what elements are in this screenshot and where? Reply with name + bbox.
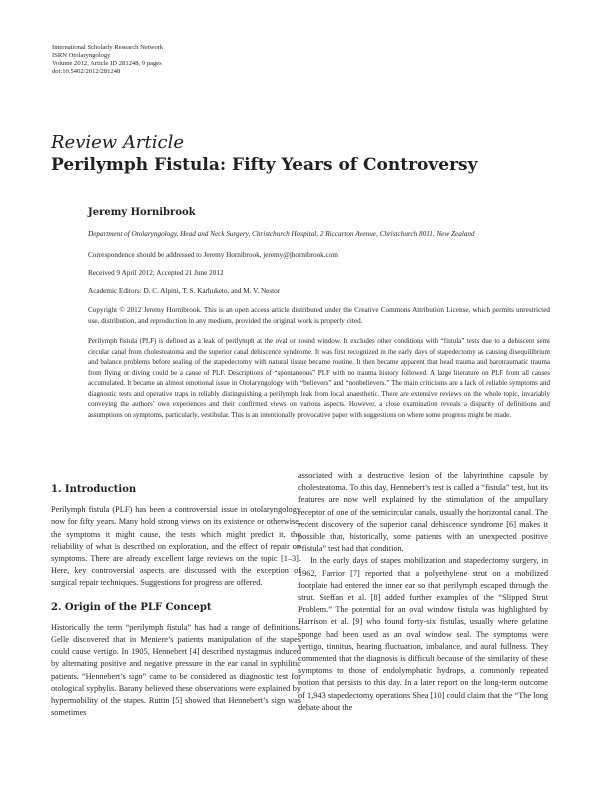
doi: doi:10.5402/2012/281248 <box>52 68 121 75</box>
journal-header <box>52 44 163 76</box>
author: Jeremy Hornibrook <box>88 207 196 218</box>
paragraph: In the early days of stapes mobilization and stapedectomy surgery, in 1962, Farrior [7] reported that a polyethylene strut on a mobilized footplate had entered the inner ear so that perilymph escaped through the strut. Steffan et al. [8] added further examples of the “Slipped Strut Problem.” The potential for an oval window fistula was highlighted by Harrison et al. [9] who found forty-six fistulas, usually where gelatine sponge had been used as an oval window seal. The symptoms were vertigo, tinnitus, hearing fluctuation, imbalance, and aural fullness. They commented that the diagnosis is difficult because of the similarity of these symptoms to those of endolymphatic hydrops, a commonly repeated notion that persists to this day. In a later report on the long-term outcome of 1,943 stapedectomy operations Shea [10] could claim that the “The long debate about the <box>298 556 548 712</box>
copyright: Copyright © 2012 Jeremy Hornibrook. This is an open access article distributed under the Creative Commons Attribution License, which permits unrestricted use, distribution, and reproduction in any medium, provided the original work is properly cited. <box>88 306 550 325</box>
journal-name: International Scholarly Research Network <box>52 44 164 51</box>
volume-info: Volume 2012, Article ID 281248, 9 pages <box>52 60 162 67</box>
article-type: Review Article <box>51 132 184 153</box>
affiliation: Department of Otolaryngology, Head and Neck Surgery, Christchurch Hospital, 2 Riccarton Avenue, Christchurch 8011, New Zealand <box>88 230 475 238</box>
dates: Received 9 April 2012; Accepted 21 June 2012 <box>88 269 224 277</box>
page-title: Perilymph Fistula: Fifty Years of Controversy <box>51 155 478 175</box>
journal-title: ISRN Otolaryngology <box>52 52 111 59</box>
correspondence: Correspondence should be addressed to Jeremy Hornibrook, jeremy@jhornibrook.com <box>88 251 338 259</box>
editors: Academic Editors: D. C. Alpini, T. S. Karhuketo, and M. V. Nestor <box>88 287 281 295</box>
origin-text: Historically the term “perilymph fistula” has had a range of definitions. Gelle discovered that in Meniere’s patients manipulation of the stapes could cause vertigo. In 1905, Hennebert [4] described nystagmus induced by alternating positive and negative pressure in the ear canal in syphilitic patients. “Hennebert’s sign” came to be considered as diagnostic test for otological syphylis. Barany believed these observations were explained by hypermobility of the stapes. Ruttin [5] showed that Hennebert’s sign was sometimes <box>51 622 301 718</box>
left-column <box>51 484 301 719</box>
introduction-text: Perilymph fistula (PLF) has been a controversial issue in otolaryngology now for fifty years. Many hold strong views on its existence or otherwise, the symptoms it might cause, the tests which might predict it, the reliability of what is described on exploration, and the effect of repair on symptoms. There are already excellent large reviews on the topic [1–3]. Here, key controversial aspects are discussed with the exception of surgical repair techniques. Suggestions for progress are offered. <box>51 505 301 588</box>
paragraph: associated with a destructive lesion of the labyrinthine capsule by cholesteatoma. To this day, Hennebert’s test is called a “fistula” test, but its features are now well explained by the stimulation of the ampullary receptor of one of the semicircular canals, usually the horizontal canal. The recent discovery of the superior canal dehiscence syndrome [6] makes it possible that, historically, some patients with an unexpected positive “fistula” test had that condition. <box>298 471 548 554</box>
section-heading-origin: 2. Origin of the PLF Concept <box>51 601 212 613</box>
right-column <box>298 470 548 714</box>
section-heading-introduction: 1. Introduction <box>51 484 137 495</box>
abstract: Perilymph fistula (PLF) is defined as a leak of perilymph at the oval or round window. It excludes other conditions with “fistula” tests due to a dehiscent semi circular canal from cholesteatoma and the superior canal dehiscence syndrome. It was first recognized in the early days of stapedectomy as causing disequilibrium and balance problems before sealing of the stapedectomy with natural tissue became routine. It then became apparent that head trauma and barotraumatic trauma from flying or diving could be a cause of PLF. Descriptions of “spontaneous” PLF with no trauma history followed. A large literature on PLF from all causes accumulated. It became an almost emotional issue in Otolaryngology with “believers” and “nonbelievers.” The main criticisms are a lack of reliable symptoms and diagnostic tests and operative traps in reliably distinguishing a perilymph leak from local anaesthetic. There are extensive reviews on the whole topic, invariably conveying the authors’ own experiences and their confirmed views on various aspects. However, a close examination reveals a disparity of definitions and assumptions on symptoms, particularly, vestibular. This is an intentionally provocative paper with suggestions on where some progress might be made. <box>88 337 550 419</box>
